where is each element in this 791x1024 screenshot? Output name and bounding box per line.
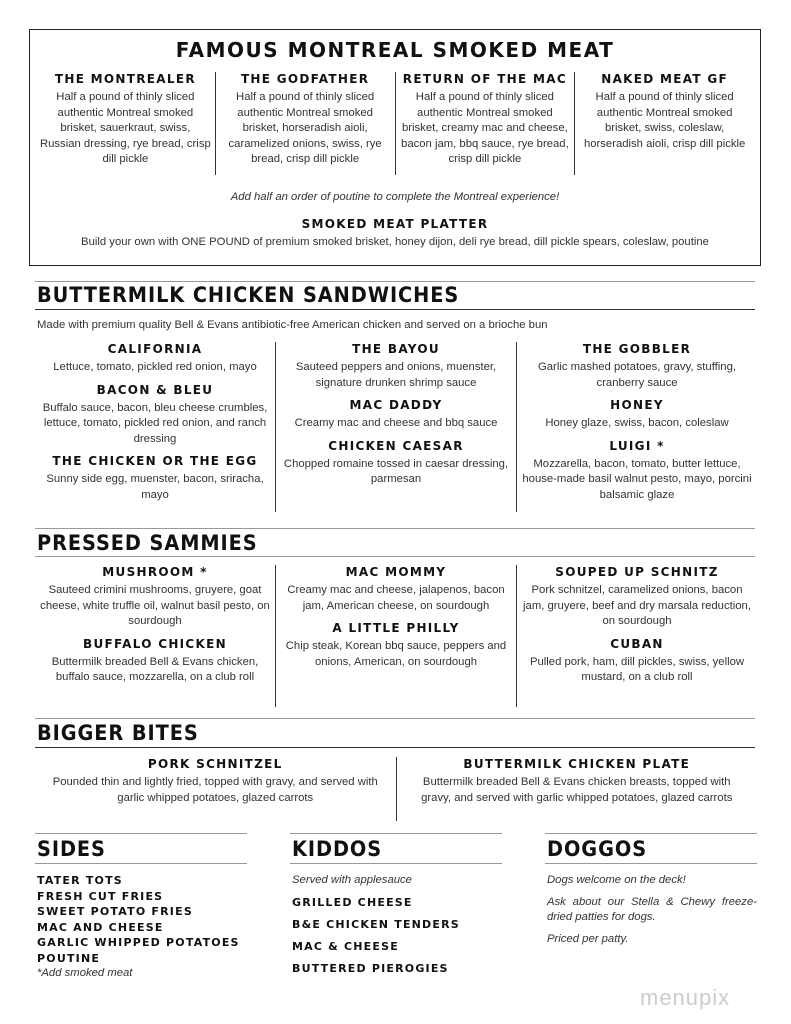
item-name: MUSHROOM * — [102, 565, 208, 579]
kiddos-note: Served with applesauce — [292, 874, 412, 886]
kids-item: MAC & CHEESE — [292, 939, 399, 953]
menu-column — [516, 565, 757, 707]
menu-item — [47, 757, 384, 806]
item-description: Creamy mac and cheese, jalapenos, bacon jam, American cheese, on sourdough — [287, 584, 505, 612]
platter-name: SMOKED MEAT PLATTER — [301, 217, 489, 231]
divider — [35, 556, 755, 557]
platter-desc: Build your own with ONE POUND of premium smoked brisket, honey dijon, deli rye bread, dill pickle spears, coleslaw, poutine — [81, 236, 709, 248]
montreal-note: Add half an order of poutine to complete the Montreal experience! — [230, 191, 560, 203]
montreal-items — [36, 72, 754, 175]
item-description: Pulled pork, ham, dill pickles, swiss, yellow mustard, on a club roll — [529, 655, 745, 683]
montreal-section — [29, 29, 761, 266]
menu-item — [38, 342, 272, 376]
chicken-items — [35, 342, 757, 512]
item-name: CHICKEN CAESAR — [328, 438, 464, 453]
menu-column — [275, 342, 516, 512]
montreal-title: FAMOUS MONTREAL SMOKED MEAT — [175, 38, 615, 62]
item-description: Pork schnitzel, caramelized onions, bacon jam, gruyere, beef and dry marsala reduction, on sourdough — [523, 584, 751, 627]
kiddos-section — [290, 833, 502, 980]
bigger-title: BIGGER BITES — [37, 721, 199, 745]
menu-item — [279, 621, 513, 670]
menu-item — [38, 383, 272, 448]
menu-item — [38, 454, 272, 503]
side-item: FRESH CUT FRIES — [37, 889, 164, 903]
divider — [35, 309, 755, 310]
menu-item — [520, 637, 754, 686]
doggos-title: DOGGOS — [547, 837, 648, 861]
doggos-line: Dogs welcome on the deck! — [547, 874, 686, 886]
item-description: Buttermilk breaded Bell & Evans chicken, buffalo sauce, mozzarella, on a club roll — [51, 655, 259, 683]
item-name: BACON & BLEU — [96, 382, 214, 397]
kids-item: B&E CHICKEN TENDERS — [292, 917, 460, 931]
item-description: Half a pound of thinly sliced authentic Montreal smoked brisket, sauerkraut, swiss, Russian dressing, rye bread, crisp dill pickle — [39, 91, 211, 165]
side-item: GARLIC WHIPPED POTATOES — [37, 936, 240, 949]
item-name: BUTTERMILK CHICKEN PLATE — [463, 757, 691, 771]
divider — [35, 747, 755, 748]
item-description: Half a pound of thinly sliced authentic Montreal smoked brisket, swiss, coleslaw, horseradish aioli, crisp dill pickle — [583, 91, 746, 150]
divider — [35, 528, 755, 529]
menu-item — [39, 72, 212, 168]
item-name: CUBAN — [610, 636, 664, 651]
item-name: MAC MOMMY — [345, 565, 447, 579]
item-name: A LITTLE PHILLY — [332, 621, 460, 635]
item-name: SOUPED UP SCHNITZ — [555, 565, 719, 579]
watermark: menupix — [640, 985, 731, 1010]
menu-column — [215, 72, 395, 175]
item-name: RETURN OF THE MAC — [402, 72, 567, 86]
menu-item — [279, 342, 513, 391]
menu-column — [35, 342, 275, 512]
item-description: Half a pound of thinly sliced authentic Montreal smoked brisket, horseradish aioli, caramelized onions, swiss, rye bread, crisp dill pickle — [228, 91, 382, 165]
item-name: MAC DADDY — [349, 398, 443, 412]
pressed-title: PRESSED SAMMIES — [37, 531, 258, 555]
sides-title: SIDES — [37, 837, 106, 861]
item-description: Pounded thin and lightly fried, topped with gravy, and served with garlic whipped potatoes, glazed carrots — [52, 776, 378, 804]
item-description: Half a pound of thinly sliced authentic Montreal smoked brisket, creamy mac and cheese, bacon jam, bbq sauce, rye bread, crisp dill pickle — [401, 91, 569, 165]
pressed-items — [35, 565, 757, 707]
doggos-line: Priced per patty. — [547, 932, 629, 945]
item-name: THE BAYOU — [352, 342, 440, 356]
doggos-section — [545, 833, 757, 953]
item-name: NAKED MEAT GF — [601, 72, 729, 86]
item-name: THE GODFATHER — [240, 72, 370, 86]
divider — [35, 281, 755, 282]
menu-item — [578, 72, 751, 152]
menu-item — [399, 72, 572, 168]
item-description: Chip steak, Korean bbq sauce, peppers and onions, American, on sourdough — [285, 640, 507, 668]
menu-item — [279, 398, 513, 432]
menu-item — [520, 565, 754, 630]
kids-item: BUTTERED PIEROGIES — [292, 961, 449, 975]
chicken-title: BUTTERMILK CHICKEN SANDWICHES — [37, 283, 460, 307]
menu-item — [409, 757, 746, 806]
item-description: Honey glaze, swiss, bacon, coleslaw — [545, 417, 729, 429]
side-item: POUTINE — [37, 951, 101, 965]
item-name: BUFFALO CHICKEN — [83, 636, 227, 651]
menu-item — [520, 342, 754, 391]
menu-column — [35, 757, 396, 821]
item-description: Chopped romaine tossed in caesar dressing, parmesan — [283, 457, 509, 485]
item-name: LUIGI * — [609, 438, 665, 453]
menu-item — [38, 565, 272, 630]
item-name: CALIFORNIA — [107, 342, 203, 356]
menu-column — [395, 72, 575, 175]
menu-item — [219, 72, 392, 168]
bigger-items — [35, 757, 757, 821]
menu-item — [520, 439, 754, 504]
item-description: Buffalo sauce, bacon, bleu cheese crumbles, lettuce, tomato, pickled red onion, and ranch dressing — [42, 401, 268, 445]
menu-item — [279, 565, 513, 614]
menu-column — [516, 342, 757, 512]
side-item: MAC AND CHEESE — [37, 920, 164, 934]
item-name: HONEY — [610, 398, 664, 412]
menu-item — [38, 637, 272, 686]
menu-item — [520, 398, 754, 432]
item-description: Sunny side egg, muenster, bacon, sriracha, mayo — [46, 473, 264, 501]
menu-item — [279, 439, 513, 488]
doggos-line: Ask about our Stella & Chewy freeze-dried patties for dogs. — [547, 895, 757, 923]
chicken-intro: Made with premium quality Bell & Evans antibiotic-free American chicken and served on a brioche bun — [37, 319, 548, 331]
menu-column — [574, 72, 754, 175]
sides-section — [35, 833, 247, 982]
item-description: Lettuce, tomato, pickled red onion, mayo — [53, 361, 257, 373]
item-name: THE GOBBLER — [582, 342, 692, 356]
item-name: THE MONTREALER — [54, 72, 196, 86]
item-description: Creamy mac and cheese and bbq sauce — [294, 417, 498, 429]
item-description: Sauteed crimini mushrooms, gruyere, goat cheese, white truffle oil, walnut basil pesto, on sourdough — [40, 584, 270, 627]
item-description: Sauteed peppers and onions, muenster, signature drunken shrimp sauce — [295, 361, 497, 389]
item-description: Garlic mashed potatoes, gravy, stuffing, cranberry sauce — [537, 361, 736, 389]
kids-item: GRILLED CHEESE — [292, 895, 413, 909]
menu-column — [35, 565, 275, 707]
item-description: Buttermilk breaded Bell & Evans chicken breasts, topped with gravy, and served with garlic whipped potatoes, glazed carrots — [421, 776, 733, 804]
platter — [30, 217, 760, 251]
divider — [35, 718, 755, 719]
item-name: PORK SCHNITZEL — [147, 757, 283, 771]
item-description: Mozzarella, bacon, tomato, butter lettuce, house-made basil walnut pesto, mayo, porcini balsamic glaze — [522, 457, 752, 501]
menu-column — [36, 72, 215, 175]
menu-column — [275, 565, 516, 707]
item-name: THE CHICKEN OR THE EGG — [52, 454, 258, 468]
side-item: SWEET POTATO FRIES — [37, 905, 193, 918]
sides-note: *Add smoked meat — [37, 967, 133, 979]
menu-column — [396, 757, 758, 821]
side-item: TATER TOTS — [37, 874, 123, 887]
kiddos-title: KIDDOS — [292, 837, 383, 861]
